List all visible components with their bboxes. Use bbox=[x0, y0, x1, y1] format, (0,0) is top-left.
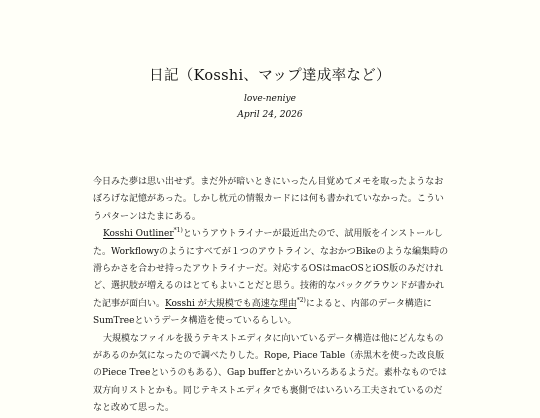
paragraph-kosshi bbox=[93, 226, 451, 330]
paragraph-dream: 今日みた夢は思い出せず。まだ外が暗いときにいったん目覚めてメモを取ったようなおぼろげな記憶があった。しかし枕元の情報カードには何も書かれていなかった。こういうパターンはたまにある。 bbox=[93, 177, 444, 222]
kosshi-article-link[interactable]: Kosshi が大規模でも高速な理由 bbox=[165, 298, 297, 309]
paragraph-kosshi-text-2: によると、内部のデータ構造にSumTreeというデータ構造を使っているらしい。 bbox=[93, 298, 432, 327]
author-name: love-neniye bbox=[244, 94, 296, 104]
kosshi-outliner-link[interactable]: Kosshi Outliner bbox=[103, 229, 174, 240]
paragraph-data-structures: 大規模なファイルを扱うテキストエディタに向いているデータ構造は他にどんなものがあるのか気になったので調べたりした。Rope, Piace Table（赤黒木を使った改良版のPiece Treeというのもある）、Gap bufferとかいろいろあるようだ。素朴なものでは双方向リストとかも。同じテキストエディタでも裏側ではいろいろ工夫されているのだなと改めて思った。 bbox=[93, 333, 447, 414]
page-title: 日記（Kosshi、マップ達成率など） bbox=[149, 68, 391, 84]
article-body bbox=[93, 174, 451, 418]
post-date: April 24, 2026 bbox=[237, 110, 303, 120]
footnote-ref-1[interactable]: *1) bbox=[173, 227, 183, 235]
paragraph-kosshi-text-1: というアウトライナーが最近出たので、試用版をインストールした。Workflowyのようにすべてが１つのアウトライン、なおかつBikeのような編集時の滑らかさを合わせ持ったアウトライナーだ。対応するOSはmacOSとiOS版のみだけれど、選択肢が増えるのはとてもよいことだと思う。技術的なバックグラウンドが書かれた記事が面白い。 bbox=[93, 229, 449, 309]
footnote-ref-2[interactable]: *2) bbox=[296, 296, 306, 304]
